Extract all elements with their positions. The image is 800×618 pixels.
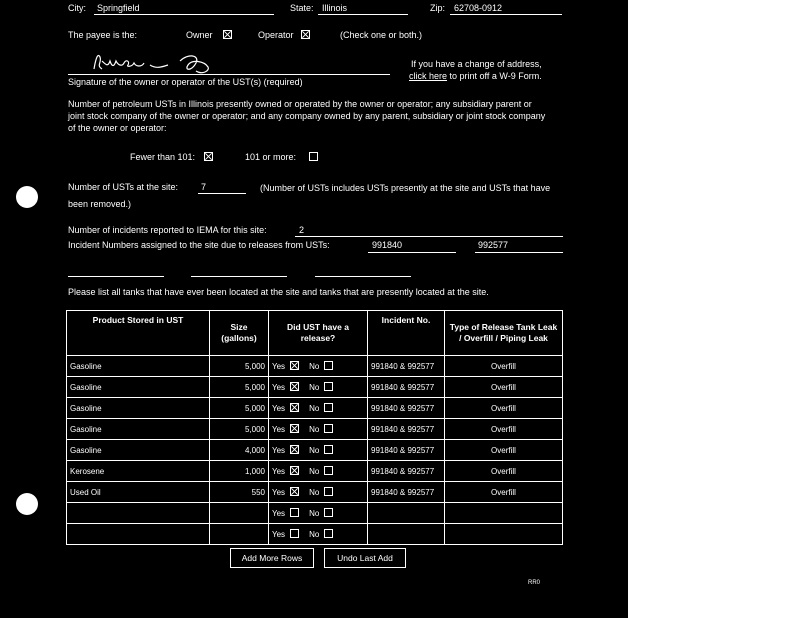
yes-checkbox[interactable] [290,382,299,391]
header-incident: Incident No. [368,311,445,356]
release-cell [269,461,368,482]
release-cell [269,377,368,398]
size-cell[interactable] [210,524,269,545]
no-checkbox[interactable] [324,424,333,433]
usts-at-site-label: Number of USTs at the site: [68,182,179,192]
more-than-101[interactable] [245,152,318,162]
usts-note: (Number of USTs includes USTs presently at the site and USTs that have been removed.) [68,183,551,209]
table-row [67,524,563,545]
header-type: Type of Release Tank Leak / Overfill / Piping Leak [445,311,563,356]
no-checkbox[interactable] [324,487,333,496]
payee-owner[interactable] [186,30,232,40]
release-type-cell[interactable]: Overfill [445,356,563,377]
incident-blank-1[interactable] [68,276,164,277]
table-row [67,356,563,377]
product-cell[interactable]: Kerosene [67,461,210,482]
address-change-note: If you have a change of address, [411,59,542,69]
release-cell [269,356,368,377]
release-type-cell[interactable]: Overfill [445,377,563,398]
table-row [67,503,563,524]
product-cell[interactable]: Gasoline [67,440,210,461]
product-cell[interactable]: Gasoline [67,419,210,440]
release-cell [269,440,368,461]
undo-last-add-button[interactable]: Undo Last Add [324,548,406,568]
incident-numbers-label: Incident Numbers assigned to the site due to releases from USTs: [68,240,330,250]
yes-checkbox[interactable] [290,508,299,517]
yes-label: Yes [272,467,286,476]
incident-cell[interactable]: 991840 & 992577 [368,398,445,419]
release-cell [269,503,368,524]
release-cell [269,524,368,545]
release-cell [269,398,368,419]
product-cell[interactable] [67,503,210,524]
product-cell[interactable]: Gasoline [67,377,210,398]
incident-cell[interactable] [368,524,445,545]
product-cell[interactable]: Used Oil [67,482,210,503]
no-label: No [309,488,320,497]
yes-checkbox[interactable] [290,487,299,496]
no-checkbox[interactable] [324,382,333,391]
tank-table [66,310,563,545]
incident-cell[interactable]: 991840 & 992577 [368,377,445,398]
incident-cell[interactable]: 991840 & 992577 [368,482,445,503]
ust-count-paragraph: Number of petroleum USTs in Illinois presently owned or operated by the owner or operator; any subsidiary parent or joint stock company of the owner or operator; and any company owned by any parent, subsidiary or joint stock company of the owner or operator: [68,99,546,133]
product-cell[interactable]: Gasoline [67,356,210,377]
incident-cell[interactable]: 991840 & 992577 [368,356,445,377]
incident-cell[interactable]: 991840 & 992577 [368,461,445,482]
no-checkbox[interactable] [324,361,333,370]
signature-label: Signature of the owner or operator of the UST(s) (required) [68,77,303,87]
operator-label: Operator [258,30,294,40]
no-checkbox[interactable] [324,445,333,454]
release-type-cell[interactable]: Overfill [445,440,563,461]
release-cell [269,482,368,503]
size-cell[interactable]: 5,000 [210,419,269,440]
no-label: No [309,383,320,392]
release-type-cell[interactable]: Overfill [445,461,563,482]
incident-cell[interactable]: 991840 & 992577 [368,440,445,461]
no-label: No [309,425,320,434]
more-label: 101 or more: [245,152,297,162]
header-size: Size (gallons) [210,311,269,356]
yes-label: Yes [272,446,286,455]
footer-code: RR0 [528,580,541,586]
product-cell[interactable] [67,524,210,545]
fewer-label: Fewer than 101: [130,152,196,162]
yes-label: Yes [272,509,286,518]
fewer-than-101[interactable] [130,152,213,162]
add-more-rows-button[interactable]: Add More Rows [230,548,314,568]
w9-note [409,71,542,81]
size-cell[interactable] [210,503,269,524]
yes-checkbox[interactable] [290,424,299,433]
table-row [67,398,563,419]
no-label: No [309,467,320,476]
release-type-cell[interactable] [445,503,563,524]
yes-checkbox[interactable] [290,529,299,538]
no-checkbox[interactable] [324,466,333,475]
payee-hint: (Check one or both.) [340,30,423,40]
zip-value[interactable]: 62708-0912 [454,3,503,13]
no-checkbox[interactable] [324,403,333,412]
no-label: No [309,404,320,413]
size-cell[interactable]: 5,000 [210,356,269,377]
owner-label: Owner [186,30,213,40]
table-row [67,440,563,461]
no-checkbox[interactable] [324,508,333,517]
more-checkbox[interactable] [309,152,318,161]
release-cell [269,419,368,440]
tanks-intro: Please list all tanks that have ever been located at the site and tanks that are presently located at the site. [68,287,489,297]
size-cell[interactable]: 5,000 [210,398,269,419]
fewer-checkbox[interactable] [204,152,213,161]
yes-checkbox[interactable] [290,445,299,454]
yes-label: Yes [272,383,286,392]
table-row [67,377,563,398]
table-row [67,461,563,482]
no-checkbox[interactable] [324,529,333,538]
table-header-row [67,311,563,356]
city-value[interactable]: Springfield [97,3,140,13]
incident-blank-2[interactable] [191,276,287,277]
yes-label: Yes [272,530,286,539]
product-cell[interactable]: Gasoline [67,398,210,419]
incident-blank-3[interactable] [315,276,411,277]
incident-cell[interactable] [368,503,445,524]
release-type-cell[interactable]: Overfill [445,398,563,419]
yes-label: Yes [272,488,286,497]
size-cell[interactable]: 4,000 [210,440,269,461]
yes-checkbox[interactable] [290,361,299,370]
incident-cell[interactable]: 991840 & 992577 [368,419,445,440]
size-cell[interactable]: 5,000 [210,377,269,398]
payee-operator[interactable] [258,30,310,40]
incident-number-2[interactable]: 992577 [478,240,509,250]
punch-hole-top [16,186,38,208]
size-cell[interactable]: 550 [210,482,269,503]
release-type-cell[interactable] [445,524,563,545]
no-label: No [309,530,320,539]
no-label: No [309,362,320,371]
yes-checkbox[interactable] [290,403,299,412]
w9-link[interactable]: click here [409,71,448,81]
yes-label: Yes [272,362,286,371]
usts-at-site-value[interactable]: 7 [201,182,207,192]
yes-label: Yes [272,425,286,434]
owner-checkbox[interactable] [223,30,232,39]
incidents-value[interactable]: 2 [299,225,305,235]
header-release: Did UST have a release? [269,311,368,356]
table-row [67,419,563,440]
header-product: Product Stored in UST [67,311,210,356]
no-label: No [309,446,320,455]
incident-number-1[interactable]: 991840 [372,240,403,250]
w9-link-suffix: to print off a W-9 Form. [447,71,542,81]
release-type-cell[interactable]: Overfill [445,419,563,440]
punch-hole-bottom [16,493,38,515]
table-row [67,482,563,503]
state-label: State: [290,3,314,13]
yes-label: Yes [272,404,286,413]
zip-label: Zip: [430,3,446,13]
operator-checkbox[interactable] [301,30,310,39]
no-label: No [309,509,320,518]
size-cell[interactable]: 1,000 [210,461,269,482]
city-label: City: [68,3,86,13]
incidents-label: Number of incidents reported to IEMA for this site: [68,225,267,235]
payee-label: The payee is the: [68,30,138,40]
yes-checkbox[interactable] [290,466,299,475]
state-value[interactable]: Illinois [322,3,348,13]
release-type-cell[interactable]: Overfill [445,482,563,503]
